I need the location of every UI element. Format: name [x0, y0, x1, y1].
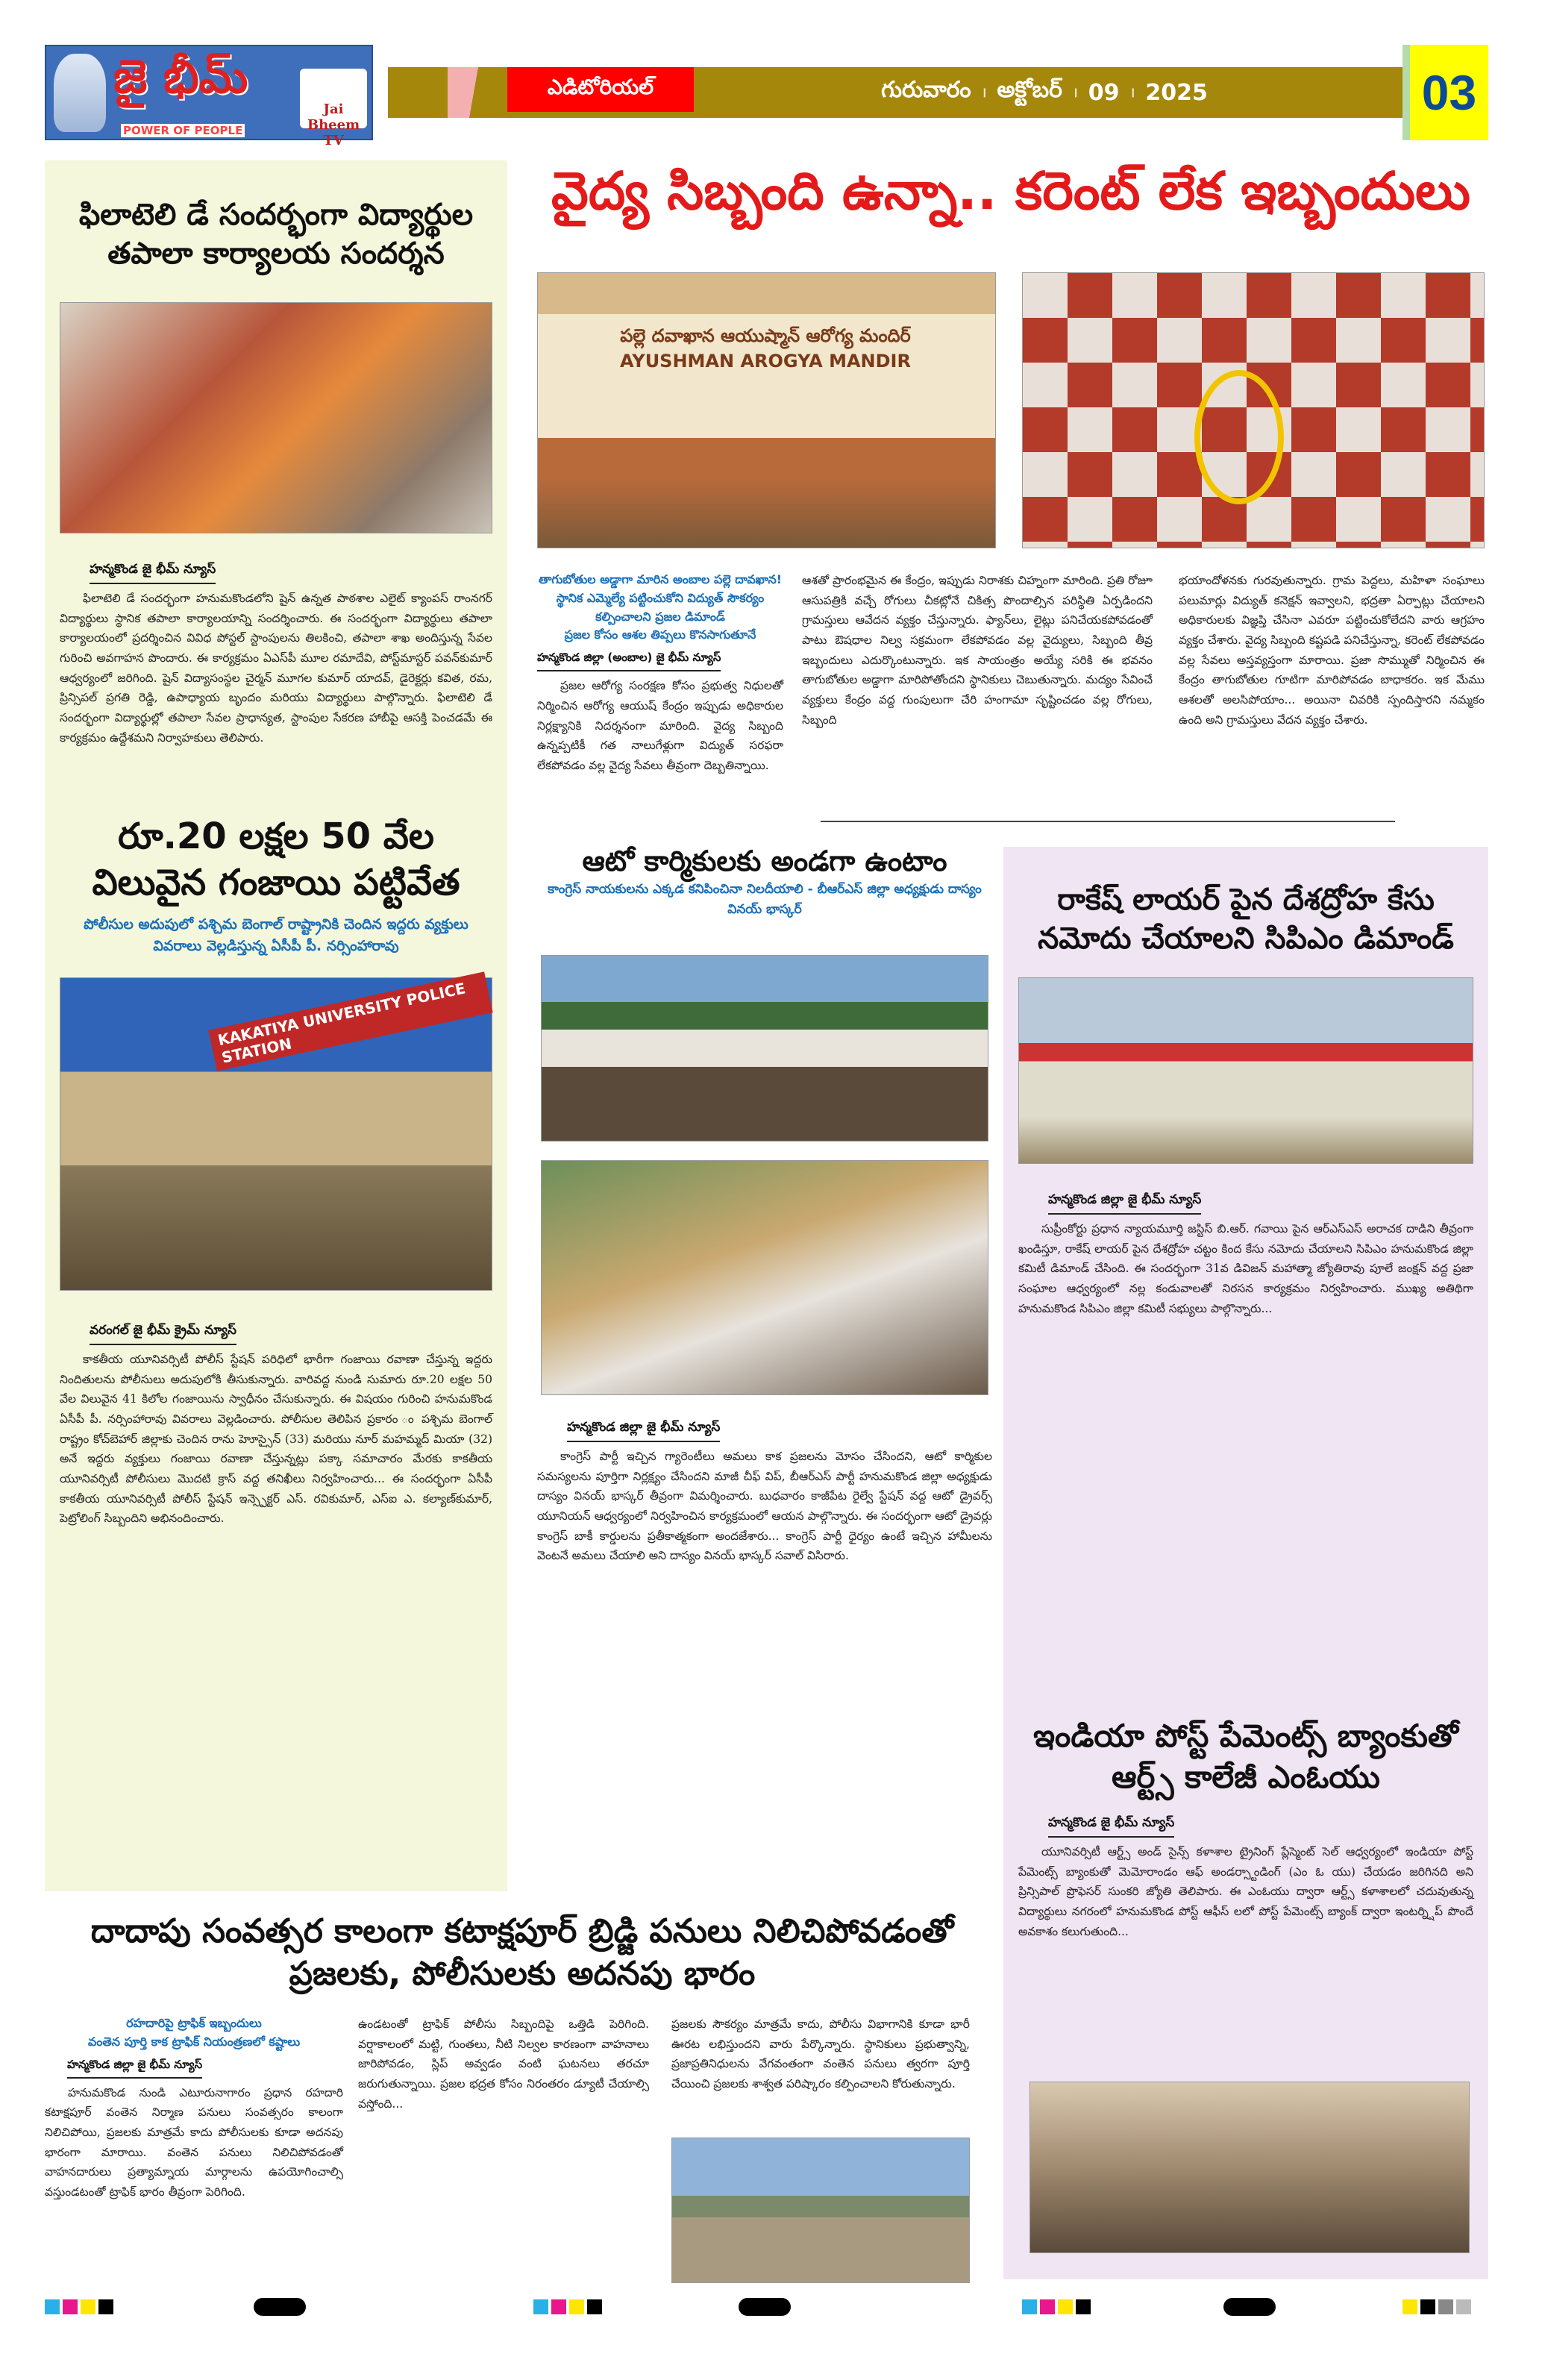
- bridge-col1: [45, 2014, 343, 2202]
- ippb-headline: ఇండియా పోస్ట్ పేమెంట్స్ బ్యాంకుతో ఆర్ట్స్ కాలేజీ ఎంఓయు: [1033, 1717, 1458, 1795]
- ambedkar-portrait: [54, 54, 106, 132]
- clinic-col3: భయాందోళనకు గురవుతున్నారు. గ్రామ పెద్దలు, మహిళా సంఘాలు పలుమార్లు విద్యుత్ కనెక్షన్ ఇవ్వాలని, భద్రతా ఏర్పాట్లు చేయాలని అధికారులకు విజ్ఞప్తి చేసినా ఎవరూ పట్టించుకోలేదని వారు ఆగ్రహం వ్యక్తం చేశారు. వైద్య సిబ్బంది కష్టపడి పనిచేస్తున్నా, కరెంట్ లేకపోవడం వల్ల సేవలు అస్తవ్యస్తంగా మారాయి. ప్రజా సొమ్ముతో నిర్మించిన ఈ కేంద్రం తాగుబోతుల గూటిగా మారిపోవడం బాధాకరం. ఇక మేము ఆశలతో అలసిపోయాం... అయినా చివరికి స్పందిస్తారని నమ్మకం ఉంది అని గ్రామస్తులు వేదన వ్యక్తం చేశారు.: [1179, 574, 1485, 727]
- byline: వరంగల్ జై భీమ్ క్రైమ్ న్యూస్: [90, 1323, 236, 1345]
- philately-body-block: [60, 556, 492, 748]
- separator: ।: [1129, 85, 1135, 101]
- ippb-body-block: [1018, 1809, 1473, 1941]
- bridge-headline: దాదాపు సంవత్సర కాలంగా కటాక్షపూర్ బ్రిడ్జి పనులు నిలిచిపోవడంతో ప్రజలకు, పోలీసులకు అదనపు భారం: [90, 1912, 954, 1994]
- registration-marks: [1022, 2299, 1091, 2314]
- bridge-col2: ఉండటంతో ట్రాఫిక్ పోలీసు సిబ్బందిపై ఒత్తిడి పెరిగింది. వర్షాకాలంలో మట్టి, గుంతలు, నీటి నిల్వల కారణంగా వాహనాలు జారిపోవడం, స్లిప్ అవ్వడం వంటి ఘటనలు తరచూ జరుగుతున్నాయి. ప్రజల భద్రత కోసం నిరంతరం డ్యూటీ చేయాల్సి వస్తోంది...: [358, 2017, 649, 2111]
- byline: హన్మకొండ జిల్లా జై భీమ్ న్యూస్: [567, 1420, 720, 1442]
- registration-marks: [45, 2299, 113, 2314]
- subhead: వంతెన పూర్తి కాక ట్రాఫిక్ నియంత్రణలో కష్టాలు: [87, 2034, 301, 2049]
- logo-tagline: POWER OF PEOPLE: [121, 124, 245, 137]
- subhead: పోలీసుల అదుపులో పశ్చిమ బెంగాల్ రాష్ట్రానికి చెందిన ఇద్దరు వ్యక్తులు వివరాలు వెల్లడిస్తున్న ఏసీపీ పీ. నర్సింహారావు: [84, 915, 468, 955]
- byline: హన్మకొండ జై భీమ్ న్యూస్: [1048, 1815, 1174, 1838]
- clinic-sign: పల్లె దవాఖాన ఆయుష్మాన్ ఆరోగ్య మందిర్ AYUSHMAN AROGYA MANDIR: [620, 325, 911, 372]
- tv-logo: Jai Bheem TV: [300, 69, 367, 128]
- masthead-logo: [45, 45, 373, 148]
- divider: [821, 821, 1395, 822]
- vinay-bhaskar-photo: [541, 1160, 988, 1395]
- main-headline: వైద్య సిబ్బంది ఉన్నా.. కరెంట్ లేక ఇబ్బందులు: [551, 160, 1470, 222]
- students-post-office-photo: [60, 302, 492, 533]
- registration-marks: [1402, 2299, 1471, 2314]
- philately-article: [60, 195, 492, 273]
- logo-title: జై భీమ్: [113, 49, 248, 104]
- registration-pill: [1223, 2298, 1276, 2316]
- photo-sign: KAKATIYA UNIVERSITY POLICE STATION: [208, 971, 492, 1071]
- separator: ।: [1072, 85, 1078, 101]
- subhead: స్థానిక ఎమ్మెల్యే పట్టించుకోని విద్యుత్ సౌకర్యం కల్పించాలని ప్రజల డిమాండ్: [556, 590, 765, 624]
- byline: హన్మకొండ జిల్లా (అంబాల) జై భీమ్ న్యూస్: [537, 651, 721, 671]
- month: అక్టోబర్: [997, 77, 1062, 103]
- article-body: కాకతీయ యూనివర్సిటీ పోలీస్ స్టేషన్ పరిధిలో భారీగా గంజాయి రవాణా చేస్తున్న ఇద్దరు నిందితులను పోలీసులు అదుపులోకి తీసుకున్నారు. వారివద్ద నుండి సుమారు రూ.20 లక్షల 50 వేల విలువైన 41 కిలోల గంజాయిను స్వాధీనం చేసుకున్నారు. ఈ విషయం గురించి హనుమకొండ ఏసీపీ పీ. నర్సింహారావు వివరాలు వెల్లడించారు. పోలీసుల తెలిపిన ప్రకారం ం పశ్చిమ బెంగాల్ రాష్ట్రం కోచ్‌బెహార్ జిల్లాకు చెందిన రాను హెూస్సైన్ (33) మరియు నూర్ మహమ్మద్ మియా (32) అనే ఇద్దరు వ్యక్తులు గంజాయి రవాణా చేస్తున్నట్లు పక్కా సమాచారం మేరకు కాకతీయ యూనివర్సిటీ పోలీసులు మెుదటి క్రాస్ వద్ద తనిఖీలు నిర్వహించారు... ఈ సందర్భంగా ఏసీపీ కాకతీయ యూనివర్సిటీ పోలీస్ స్టేషన్ ఇన్స్పెక్టర్ ఎస్. రవికుమార్, ఎస్ఐ ఎ. కల్యాణ్‌కుమార్, పెట్రోలింగ్ సిబ్బందిని అభినందించారు.: [60, 1353, 492, 1526]
- issue-date: [746, 67, 1343, 118]
- auto-workers-group-photo: [541, 955, 988, 1142]
- bridge-col3: ప్రజలకు సౌకర్యం మాత్రమే కాదు, పోలీసు విభాగానికి కూడా భారీ ఊరట లభిస్తుందని వారు పేర్కొన్నారు. స్థానికులు ప్రభుత్వాన్ని, ప్రజాప్రతినిధులను వేగవంతంగా వంతెన పనులు త్వరగా పూర్తి చేయించి ప్రజలకు శాశ్వత పరిష్కారం కల్పించాలని కోరుతున్నారు.: [671, 2017, 970, 2091]
- highlight-circle: [1194, 370, 1284, 504]
- cpim-protest-photo: [1018, 977, 1473, 1164]
- headline: రూ.20 లక్షల 50 వేల విలువైన గంజాయి పట్టివేత: [92, 815, 460, 904]
- bridge-site-photo: [671, 2138, 970, 2283]
- article-body: ప్రజల ఆరోగ్య సంరక్షణ కోసం ప్రభుత్వ నిధులతో నిర్మించిన ఆరోగ్య ఆయుష్ కేంద్రం ఇప్పుడు అధికారుల నిర్లక్ష్యానికి నిదర్శనంగా మారింది. వైద్య సిబ్బంది ఉన్నప్పటికీ గత నాలుగేళ్లుగా విద్యుత్ సరఫరా లేకపోవడం వల్ల వైద్య సేవలు తీవ్రంగా దెబ్బతిన్నాయి.: [537, 679, 783, 772]
- registration-marks: [533, 2299, 602, 2314]
- registration-pill: [254, 2298, 306, 2316]
- subhead: తాగుబోతుల అడ్డాగా మారిన అంబాల పల్లె దావఖాన!: [538, 572, 783, 586]
- auto-body-block: [537, 1414, 992, 1566]
- auto-article: [537, 843, 992, 919]
- subhead: కాంగ్రెస్ నాయకులను ఎక్కడ కనిపించినా నిలదీయాలి - బీఆర్ఎస్ జిల్లా అధ్యక్షుడు దాస్యం వినయ్ భాస్కర్: [548, 882, 982, 917]
- section-label: ఎడిటోరియల్: [507, 67, 694, 112]
- ganja-body-block: [60, 1317, 492, 1529]
- date: 09: [1088, 79, 1120, 106]
- article-body: సుప్రీంకోర్టు ప్రధాన న్యాయమూర్తి జస్టిస్ బి.ఆర్. గవాయి పైన ఆర్ఎస్ఎస్ అరాచక దాడిని తీవ్రంగా ఖండిస్తూ, రాకేష్ లాయర్ పైన దేశద్రోహ చట్టం కింద కేసు నమోదు చేయాలని సిపిఎం హనుమకొండ జిల్లా కమిటీ డిమాండ్ చేసింది. ఈ సందర్భంగా 31వ డివిజన్ మహాత్మా జ్యోతిరావు పూలే జంక్షన్ వద్ద ప్రజా సంఘాల ఆధ్వర్యంలో నల్ల కండువాలతో నిరసన కార్యక్రమం నిర్వహించారు. ముఖ్య అతిథిగా హనుమకొండ సిపిఎం జిల్లా కమిటీ సభ్యులు పాల్గొన్నారు...: [1018, 1222, 1473, 1315]
- header-bar-decoration: [448, 67, 500, 118]
- subhead: రహదారిపై ట్రాఫిక్ ఇబ్బందులు: [126, 2016, 262, 2030]
- day: గురువారం: [881, 77, 971, 103]
- ganja-article: [60, 813, 492, 958]
- cpim-headline: రాకేష్ లాయర్ పైన దేశద్రోహ కేసు నమోదు చేయాలని సిపిఎం డిమాండ్: [1038, 883, 1454, 956]
- article-body: ఫిలాటెలి డే సందర్భంగా హనుమకొండలోని షైన్ ఉన్నత పాఠశాల ఎలైట్ క్యాంపస్ రాంనగర్ విద్యార్థులు స్థానిక తపాలా కార్యాలయాన్ని సందర్శించారు. ఈ సందర్భంగా విద్యార్థులు తపాలా కార్యాలయంలో ప్రదర్శించిన వివిధ పోస్టల్ స్టాంపులను తిలకించి, తపాలా శాఖ అందిస్తున్న సేవల గురించి అవగాహన పొందారు. ఈ కార్యక్రమం ఏఎస్‌పీ మూల రమాదేవి, పోస్ట్‌మాస్టర్ పవన్‌కుమార్ ఆధ్వర్యంలో జరిగింది. షైన్ విద్యాసంస్థల చైర్మన్ మూగల కుమార్ యాదవ్, డైరెక్టర్లు కవిత, రమ, ప్రిన్సిపల్ ప్రగతి రెడ్డి, ఉపాధ్యాయ బృందం మరియు విద్యార్థులు పాల్గొన్నారు. ఫిలాటెలి డే సందర్భంగా విద్యార్థుల్లో తపాలా సేవల ప్రాధాన్యత, స్టాంపుల సేకరణ హాబీపై ఆసక్తి పెంచడమే ఈ కార్యక్రమం ఉద్దేశమని నిర్వాహకులు తెలిపారు.: [60, 592, 492, 745]
- clinic-col2: ఆశతో ప్రారంభమైన ఈ కేంద్రం, ఇప్పుడు నిరాశకు చిహ్నంగా మారింది. ప్రతి రోజూ ఆసుపత్రికి వచ్చే రోగులు చీకట్లోనే చికిత్స పొందాల్సిన పరిస్థితి ఏర్పడిందని గ్రామస్తులు ఆవేదన వ్యక్తం చేస్తున్నారు. ఫ్యాన్‌లు, లైట్లు పనిచేయకపోవడంతో పాటు ఔషధాల నిల్వ సక్రమంగా లేకపోవడం వల్ల వైద్యులు, సిబ్బంది తీవ్ర ఇబ్బందులు ఎదుర్కొంటున్నారు. ఇక సాయంత్రం అయ్యే సరికి ఈ భవనం తాగుబోతుల అడ్డాగా మారిపోతోందని స్థానికులు చెబుతున్నారు. మద్యం సేవించే వ్యక్తులు కేంద్రం వద్ద గుంపులుగా చేరి హంగామా సృష్టించడం వల్ల రోగులు, సిబ్బంది: [802, 574, 1153, 727]
- clinic-building-photo: [537, 272, 996, 548]
- registration-pill: [739, 2298, 791, 2316]
- clinic-floor-bottles-photo: [1022, 272, 1485, 548]
- police-press-photo: [60, 977, 492, 1291]
- separator: ।: [981, 85, 987, 101]
- article-body: కాంగ్రెస్ పార్టీ ఇచ్చిన గ్యారెంటీలు అమలు కాక ప్రజలను మోసం చేసిందని, ఆటో కార్మికుల సమస్యలను పూర్తిగా నిర్లక్ష్యం చేసిందని మాజీ చీఫ్ విప్, బీఆర్ఎస్ పార్టీ హనుమకొండ జిల్లా అధ్యక్షుడు దాస్యం వినయ్ భాస్కర్ తీవ్రంగా విమర్శించారు. బుధవారం కాజీపేట రైల్వే స్టేషన్ వద్ద ఆటో డ్రైవర్స్ యూనియన్ ఆధ్వర్యంలో నిర్వహించిన కార్యక్రమంలో ఆయన పాల్గొన్నారు. ఈ సందర్భంగా ఆటో డ్రైవర్లు కాంగ్రెస్ బాకీ కార్డులను ప్రతీకాత్మకంగా అందజేశారు... కాంగ్రెస్ పార్టీ ధైర్యం ఉంటే ఇచ్చిన హామీలను వెంటనే అమలు చేయాలి అని దాస్యం వినయ్ భాస్కర్ సవాల్ విసిరారు.: [537, 1450, 992, 1563]
- byline: హన్మకొండ జిల్లా జై భీమ్ న్యూస్: [67, 2058, 202, 2079]
- article-body: యూనివర్సిటీ ఆర్ట్స్ అండ్ సైన్స్ కళాశాల ట్రైనింగ్ ప్లేస్మెంట్ సెల్ ఆధ్వర్యంలో ఇండియా పోస్ట్ పేమెంట్స్ బ్యాంకుతో మెమోరాండం ఆఫ్ అండర్స్టాండింగ్ (ఎం ఓ యు) చేయడం జరిగినది అని ప్రిన్సిపాల్ ప్రొఫెసర్ సుంకరి జ్యోతి తెలిపారు. ఈ ఎంఓయు ద్వారా ఆర్ట్స్ కళాశాలలో చదువుతున్న విద్యార్థులు నగరంలో హనుమకొండ పోస్ట్ ఆఫీస్ లలో పోస్ట్ పేమెంట్స్ బ్యాంక్ ద్వారా ఇంటర్న్షిప్ పొందే అవకాశం కలుగుతుంది...: [1018, 1845, 1473, 1938]
- mou-signing-photo: [1029, 2082, 1470, 2253]
- cpim-body-block: [1018, 1186, 1473, 1318]
- byline: హన్మకొండ జై భీమ్ న్యూస్: [90, 562, 216, 584]
- headline: ఆటో కార్మికులకు అండగా ఉంటాం: [582, 845, 947, 877]
- byline: హన్మకొండ జిల్లా జై భీమ్ న్యూస్: [1048, 1192, 1201, 1215]
- clinic-col1: [537, 571, 783, 775]
- year: 2025: [1145, 79, 1208, 106]
- page-number: 03: [1402, 45, 1488, 140]
- headline: ఫిలాటెలి డే సందర్భంగా విద్యార్థుల తపాలా కార్యాలయ సందర్శన: [78, 198, 474, 271]
- subhead: ప్రజల కోసం ఆశల తిప్పలు కొనసాగుతూనే: [564, 627, 756, 642]
- article-body: హనుమకొండ నుండి ఎటూరునాగారం ప్రధాన రహదారి కటాక్షపూర్ వంతెన నిర్మాణ పనులు సంవత్సరం కాలంగా నిలిచిపోయి, ప్రజలకు మాత్రమే కాదు పోలీసులకు కూడా అదనపు భారంగా మారాయి. వంతెన పనులు నిలిచిపోవడంతో వాహనదారులు ప్రత్యామ్నాయ మార్గాలను ఉపయోగించాల్సి వస్తుండటంతో ట్రాఫిక్ భారం తీవ్రంగా పెరిగింది.: [45, 2085, 343, 2199]
